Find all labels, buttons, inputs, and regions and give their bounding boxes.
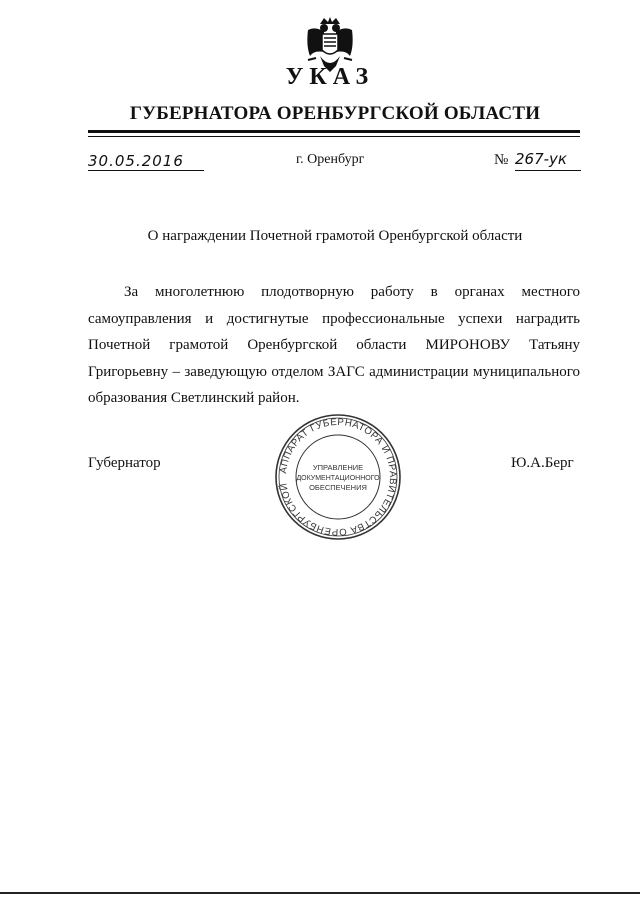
document-title: УКАЗ: [285, 64, 375, 90]
header-rule-thin: [88, 136, 580, 137]
seal-line-2: ДОКУМЕНТАЦИОННОГО: [296, 475, 380, 482]
document-heading: О награждении Почетной грамотой Оренбургской области: [147, 228, 523, 244]
seal-line-1: УПРАВЛЕНИЕ: [312, 463, 364, 472]
seal-ring-text: АППАРАТ ГУБЕРНАТОРА И ПРАВИТЕЛЬСТВА ОРЕНБУРГСКОЙ: [278, 416, 399, 538]
number-underline: [515, 170, 581, 171]
document-date: 30.05.2016: [88, 152, 184, 170]
signature-position: Губернатор: [88, 455, 161, 471]
header-rule-thick: [88, 130, 580, 133]
number-sign: №: [494, 152, 509, 168]
document-body: За многолетнюю плодотворную работу в органах местного самоуправления и достигнутые профессиональные успехи наградить Почетной грамотой Оренбургской области МИРОНОВУ Татьяну Григорьевну – заведующую отделом ЗАГС администрации муниципального образования Светлинский район.: [88, 284, 580, 406]
page-bottom-rule: [0, 892, 640, 894]
signature-name: Ю.А.Берг: [511, 455, 574, 471]
document-subtitle: ГУБЕРНАТОРА ОРЕНБУРГСКОЙ ОБЛАСТИ: [129, 103, 541, 124]
seal-line-3: ОБЕСПЕЧЕНИЯ: [309, 483, 367, 492]
official-seal: [273, 412, 403, 542]
document-number: 267-ук: [515, 150, 567, 168]
date-underline: [88, 170, 204, 171]
document-city: г. Оренбург: [296, 152, 365, 167]
